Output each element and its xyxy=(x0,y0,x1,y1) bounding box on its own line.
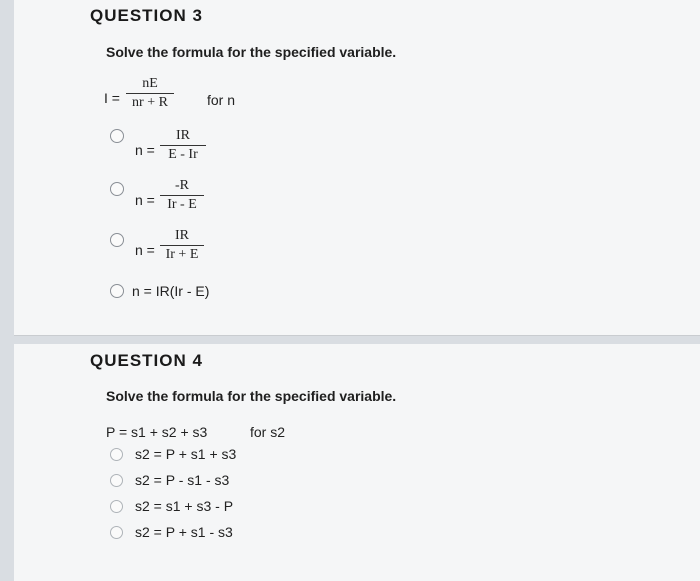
fraction-bar xyxy=(160,245,204,246)
q3-option-3-denominator: Ir + E xyxy=(165,247,199,262)
q4-option-4-text: s2 = P + s1 - s3 xyxy=(135,524,233,540)
q3-option-3-numerator: IR xyxy=(175,228,189,243)
q3-option-2-fraction xyxy=(160,178,204,213)
q3-option-3-fraction xyxy=(160,228,204,263)
question-3-card xyxy=(14,0,700,336)
question-3-prompt: Solve the formula for the specified variable. xyxy=(106,44,397,60)
q3-option-1-denominator: E - Ir xyxy=(168,147,198,162)
q4-option-2-radio[interactable] xyxy=(110,474,123,487)
q3-option-3-lhs: n = xyxy=(135,242,155,258)
q3-option-4-radio[interactable] xyxy=(110,284,124,298)
formula-fraction xyxy=(126,76,174,111)
formula-for-variable: for n xyxy=(207,92,236,108)
q3-option-2-denominator: Ir - E xyxy=(167,197,197,212)
formula-lhs: I = xyxy=(104,90,120,106)
q3-option-1-fraction xyxy=(160,128,206,163)
question-4-prompt: Solve the formula for the specified variable. xyxy=(106,388,397,404)
q4-option-1-radio[interactable] xyxy=(110,448,123,461)
fraction-bar xyxy=(160,145,206,146)
question-4-title: QUESTION 4 xyxy=(90,351,203,370)
formula-denominator: nr + R xyxy=(132,95,168,110)
q4-option-3-text: s2 = s1 + s3 - P xyxy=(135,498,234,514)
question-4-card xyxy=(14,344,700,581)
q3-option-2-numerator: -R xyxy=(175,178,189,193)
q4-option-3-radio[interactable] xyxy=(110,500,123,513)
fraction-bar xyxy=(160,195,204,196)
q3-option-1-radio[interactable] xyxy=(110,129,124,143)
formula-numerator: nE xyxy=(142,76,158,91)
q4-formula: P = s1 + s2 + s3 xyxy=(106,424,208,440)
q3-option-2-radio[interactable] xyxy=(110,182,124,196)
q3-option-4-text: n = IR(Ir - E) xyxy=(132,283,210,299)
q3-option-3-radio[interactable] xyxy=(110,233,124,247)
q3-option-1-lhs: n = xyxy=(135,142,155,158)
q4-option-2-text: s2 = P - s1 - s3 xyxy=(135,472,230,488)
q4-option-1-text: s2 = P + s1 + s3 xyxy=(135,446,237,462)
question-3-title: QUESTION 3 xyxy=(90,6,203,25)
fraction-bar xyxy=(126,93,174,94)
q3-option-2-lhs: n = xyxy=(135,192,155,208)
q4-for-variable: for s2 xyxy=(250,424,286,440)
q3-option-1-numerator: IR xyxy=(176,128,190,143)
q4-option-4-radio[interactable] xyxy=(110,526,123,539)
